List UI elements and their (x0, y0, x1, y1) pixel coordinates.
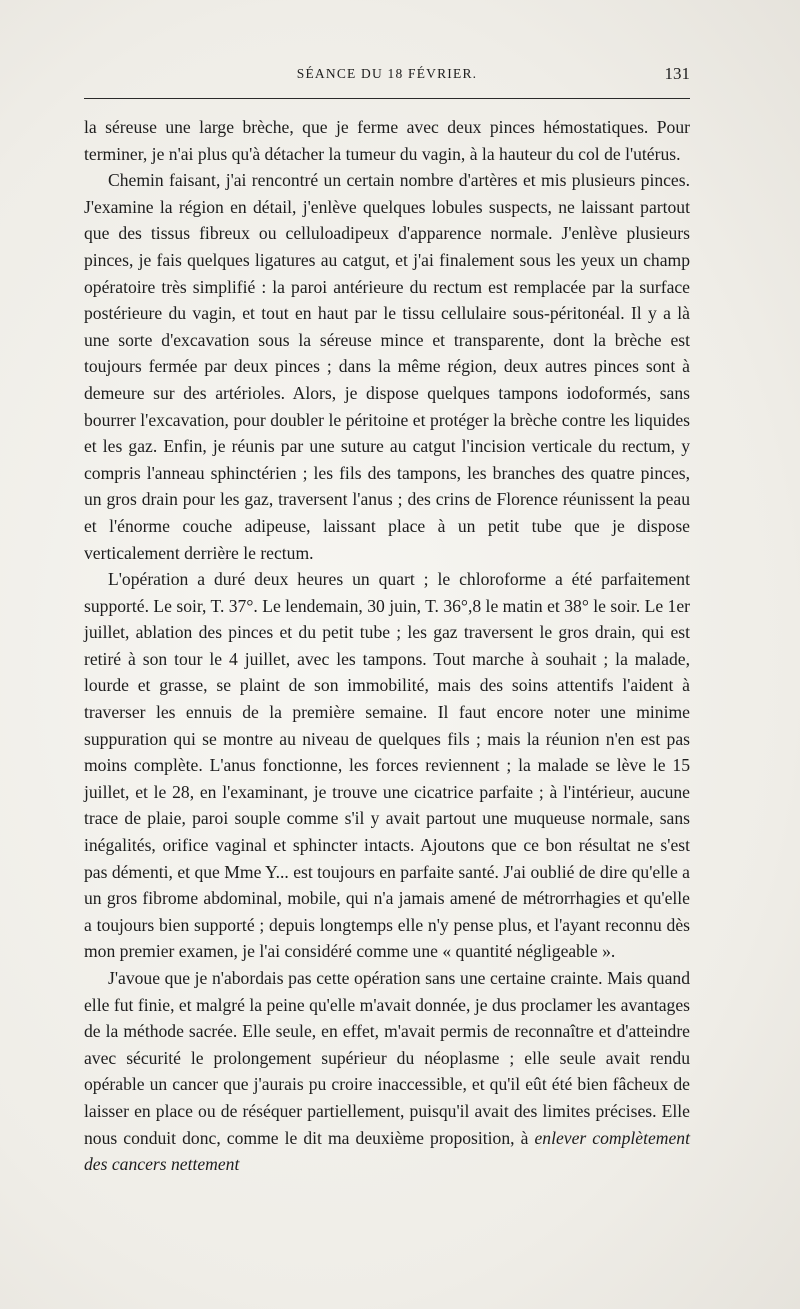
paragraph-2: Chemin faisant, j'ai rencontré un certain nombre d'artères et mis plusieurs pinces. J'examine la région en détail, j'enlève quelques lobules suspects, ne laissant partout que des tissus fibreux ou celluloadipeux d'apparence normale. J'enlève plusieurs pinces, je fais quelques ligatures au catgut, et j'ai finalement sous les yeux un champ opératoire très simplifié : la paroi antérieure du rectum est remplacée par la surface postérieure du vagin, et tout en haut par le tissu cellulaire sous-péritonéal. Il y a là une sorte d'excavation sous la séreuse mince et transparente, dont la brèche est toujours fermée par deux pinces ; dans la même région, deux autres pinces sont à demeure sur des artérioles. Alors, je dispose quelques tampons iodoformés, sans bourrer l'excavation, pour doubler le péritoine et protéger la brèche contre les liquides et les gaz. Enfin, je réunis par une suture au catgut l'incision verticale du rectum, y compris l'anneau sphinctérien ; les fils des tampons, les branches des quatre pinces, un gros drain pour les gaz, traversent l'anus ; des crins de Florence réunissent la peau et l'énorme couche adipeuse, laissant place à un petit tube que je dispose verticalement derrière le rectum. (84, 170, 690, 563)
paragraph-3: L'opération a duré deux heures un quart ; le chloroforme a été parfaitement supporté. Le soir, T. 37°. Le lendemain, 30 juin, T. 36°,8 le matin et 38° le soir. Le 1er juillet, ablation des pinces et du petit tube ; les gaz traversent le gros drain, qui est retiré à son tour le 4 juillet, avec les tampons. Tout marche à souhait ; la malade, lourde et grasse, se plaint de son immobilité, mais des soins attentifs l'aident à traverser les ennuis de la première semaine. Il faut encore noter une minime suppuration qui se montre au niveau de quelques fils ; mais la réunion n'en est pas moins complète. L'anus fonctionne, les forces reviennent ; la malade se lève le 15 juillet, et le 28, en l'examinant, je trouve une cicatrice parfaite ; à l'intérieur, aucune trace de plaie, paroi souple comme s'il y avait partout une muqueuse normale, sans inégalités, orifice vaginal et sphincter intacts. Ajoutons que ce bon résultat ne s'est pas démenti, et que Mme Y... est toujours en parfaite santé. J'ai oublié de dire qu'elle a un gros fibrome abdominal, mobile, qui n'a jamais amené de métrorrhagies et qu'elle a toujours bien supporté ; depuis longtemps elle n'y pense plus, et l'ayant reconnu dès mon premier examen, je l'ai considéré comme une « quantité négligeable ». (84, 569, 690, 962)
paragraph-4 (84, 965, 690, 1178)
paragraph-1: la séreuse une large brèche, que je ferme avec deux pinces hémostatiques. Pour terminer, je n'ai plus qu'à détacher la tumeur du vagin, à la hauteur du col de l'utérus. (84, 117, 690, 164)
page-number: 131 (664, 64, 690, 83)
body-text (84, 114, 690, 1178)
running-title: SÉANCE DU 18 FÉVRIER. (296, 66, 478, 81)
paragraph-4-text: J'avoue que je n'abordais pas cette opération sans une certaine crainte. Mais quand elle fut finie, et malgré la peine qu'elle m'avait donnée, je dus proclamer les avantages de la méthode sacrée. Elle seule, en effet, m'avait permis de reconnaître et d'atteindre avec sécurité le prolongement supérieur du néoplasme ; elle seule avait rendu opérable un cancer que j'aurais pu croire inaccessible, et qu'il eût été bien fâcheux de laisser en place ou de réséquer partiellement, puisqu'il avait des limites précises. Elle nous conduit donc, comme le dit ma deuxième proposition, à (84, 968, 690, 1148)
header-rule (84, 98, 690, 99)
paragraph-4-italic: enlever complètement des cancers nettement (84, 1127, 690, 1175)
running-head (84, 66, 690, 88)
